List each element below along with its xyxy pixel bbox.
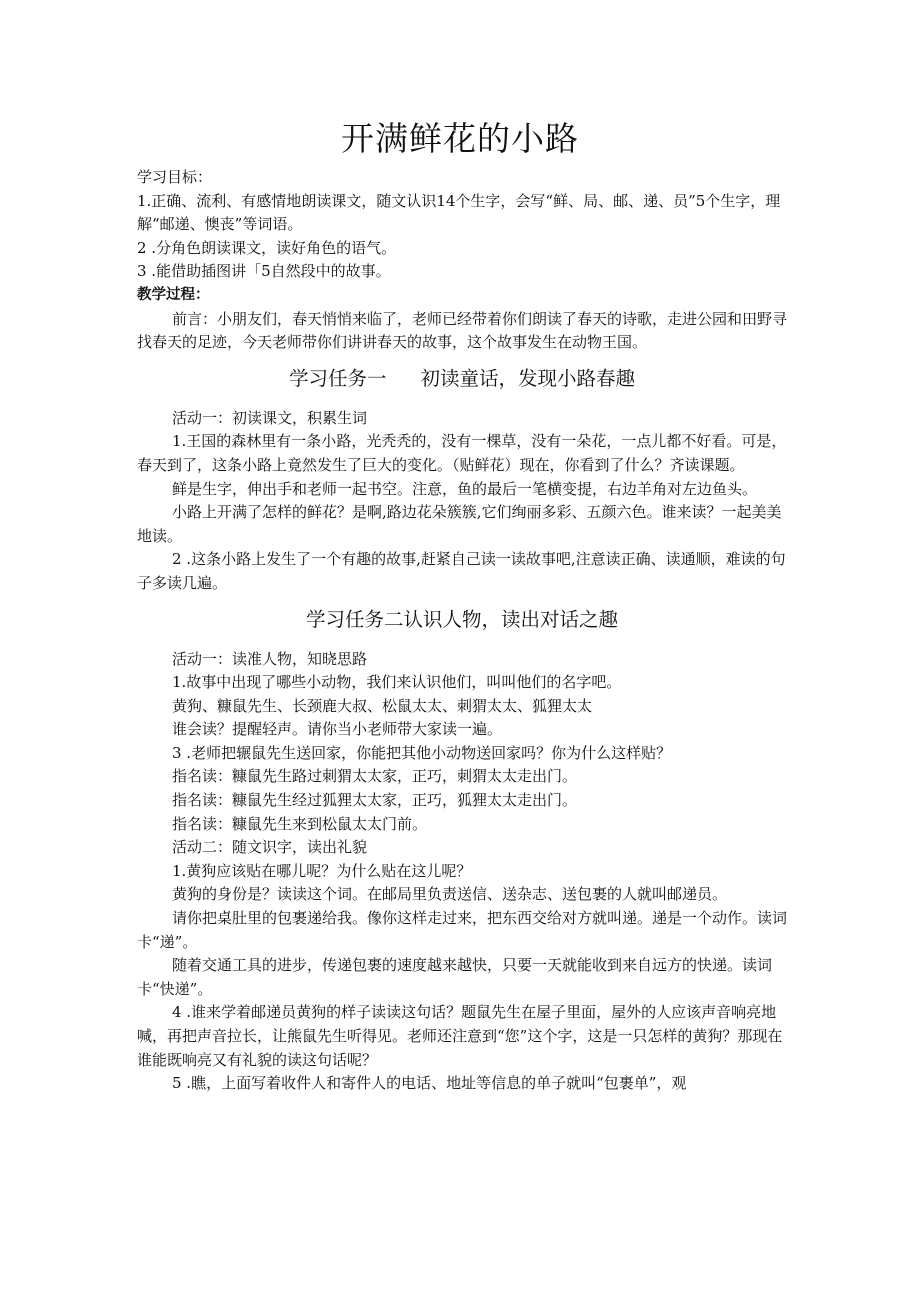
paragraph: 小路上开满了怎样的鲜花？是啊,路边花朵簇簇,它们绚丽多彩、五颜六色。谁来读？一起美美地读。 [137, 503, 782, 545]
paragraph: 1.黄狗应该贴在哪儿呢？为什么贴在这儿呢？ [172, 861, 472, 880]
objectives-heading: 学习目标： [137, 168, 213, 186]
paragraph: 谁会读？提醒轻声。请你当小老师带大家读一遍。 [172, 720, 503, 739]
paragraph: 指名读：糠鼠先生路过刺猬太太家，正巧，刺猬太太走出门。 [172, 767, 578, 786]
objective-item: 1.正确、流利、有感情地朗读课文，随文认识14个生字，会写“鲜、局、邮、递、员”5个生字，理解“邮递、懊丧”等词语。 [137, 191, 781, 234]
page-title: 开满鲜花的小路 [341, 119, 579, 158]
paragraph: 指名读：糠鼠先生来到松鼠太太门前。 [172, 814, 428, 833]
paragraph: 2 .这条小路上发生了一个有趣的故事,赶紧自己读一读故事吧,注意读正确、读通顺，难读的句子多读几遍。 [137, 550, 786, 592]
task1-heading [137, 365, 787, 393]
task1-title-a: 学习任务一 [288, 366, 387, 390]
paragraph: 4 .谁来学着邮递员黄狗的样子读读这句话？题鼠先生在屋子里面，屋外的人应该声音响亮地喊，再把声音拉长，让熊鼠先生听得见。老师还注意到“您”这个字，这是一只怎样的黄狗？那现在谁能既响亮又有礼貌的读这句话呢？ [137, 1003, 783, 1069]
task1-title-b: 初读童话，发现小路春趣 [420, 366, 636, 390]
process-heading: 教学过程： [137, 286, 210, 303]
task1-activity1: 活动一：初读课文，积累生词 [172, 408, 368, 427]
task2-activity2: 活动二：随文识字，读出礼貌 [172, 838, 368, 857]
paragraph: 黄狗、糠鼠先生、长颈鹿大叔、松鼠太太、刺猬太太、狐狸太太 [172, 696, 593, 715]
paragraph: 黄狗的身份是？读读这个词。在邮局里负责送信、送杂志、送包裹的人就叫邮递员。 [172, 885, 728, 904]
task2-heading: 学习任务二认识人物，读出对话之趣 [305, 607, 618, 631]
objective-item: 2 .分角色朗读课文，读好角色的语气。 [137, 238, 397, 257]
paragraph: 随着交通工具的进步，传递包裹的速度越来越快，只要一天就能收到来自远方的快递。读词卡“快递”。 [137, 956, 773, 998]
paragraph: 1.王国的森林里有一条小路，光秃秃的，没有一棵草，没有一朵花，一点儿都不好看。可是，春天到了，这条小路上竟然发生了巨大的变化。（贴鲜花）现在，你看到了什么？齐读课题。 [137, 432, 787, 474]
paragraph: 指名读：糠鼠先生经过狐狸太太家，正巧，狐狸太太走出门。 [172, 791, 578, 810]
task2-activity1: 活动一：读准人物，知晓思路 [172, 649, 368, 668]
objective-item: 3 .能借助插图讲「5自然段中的故事。 [137, 262, 391, 281]
document-body [137, 166, 787, 1096]
paragraph: 3 .老师把辗鼠先生送回家，你能把其他小动物送回家吗？你为什么这样贴？ [172, 743, 672, 762]
paragraph: 1.故事中出现了哪些小动物，我们来认识他们，叫叫他们的名字吧。 [172, 673, 622, 692]
paragraph: 鲜是生字，伸出手和老师一起书空。注意，鱼的最后一笔横变提，右边羊角对左边鱼头。 [172, 479, 758, 498]
paragraph: 5 .瞧，上面写着收件人和寄件人的电话、地址等信息的单子就叫“包裹单”，观 [172, 1074, 687, 1093]
paragraph: 请你把桌肚里的包裹递给我。像你这样走过来，把东西交给对方就叫递。递是一个动作。读词卡“递”。 [137, 909, 788, 951]
intro-paragraph: 前言：小朋友们，春天悄悄来临了，老师已经带着你们朗读了春天的诗歌，走进公园和田野寻找春天的足迹，今天老师带你们讲讲春天的故事，这个故事发生在动物王国。 [137, 309, 788, 352]
